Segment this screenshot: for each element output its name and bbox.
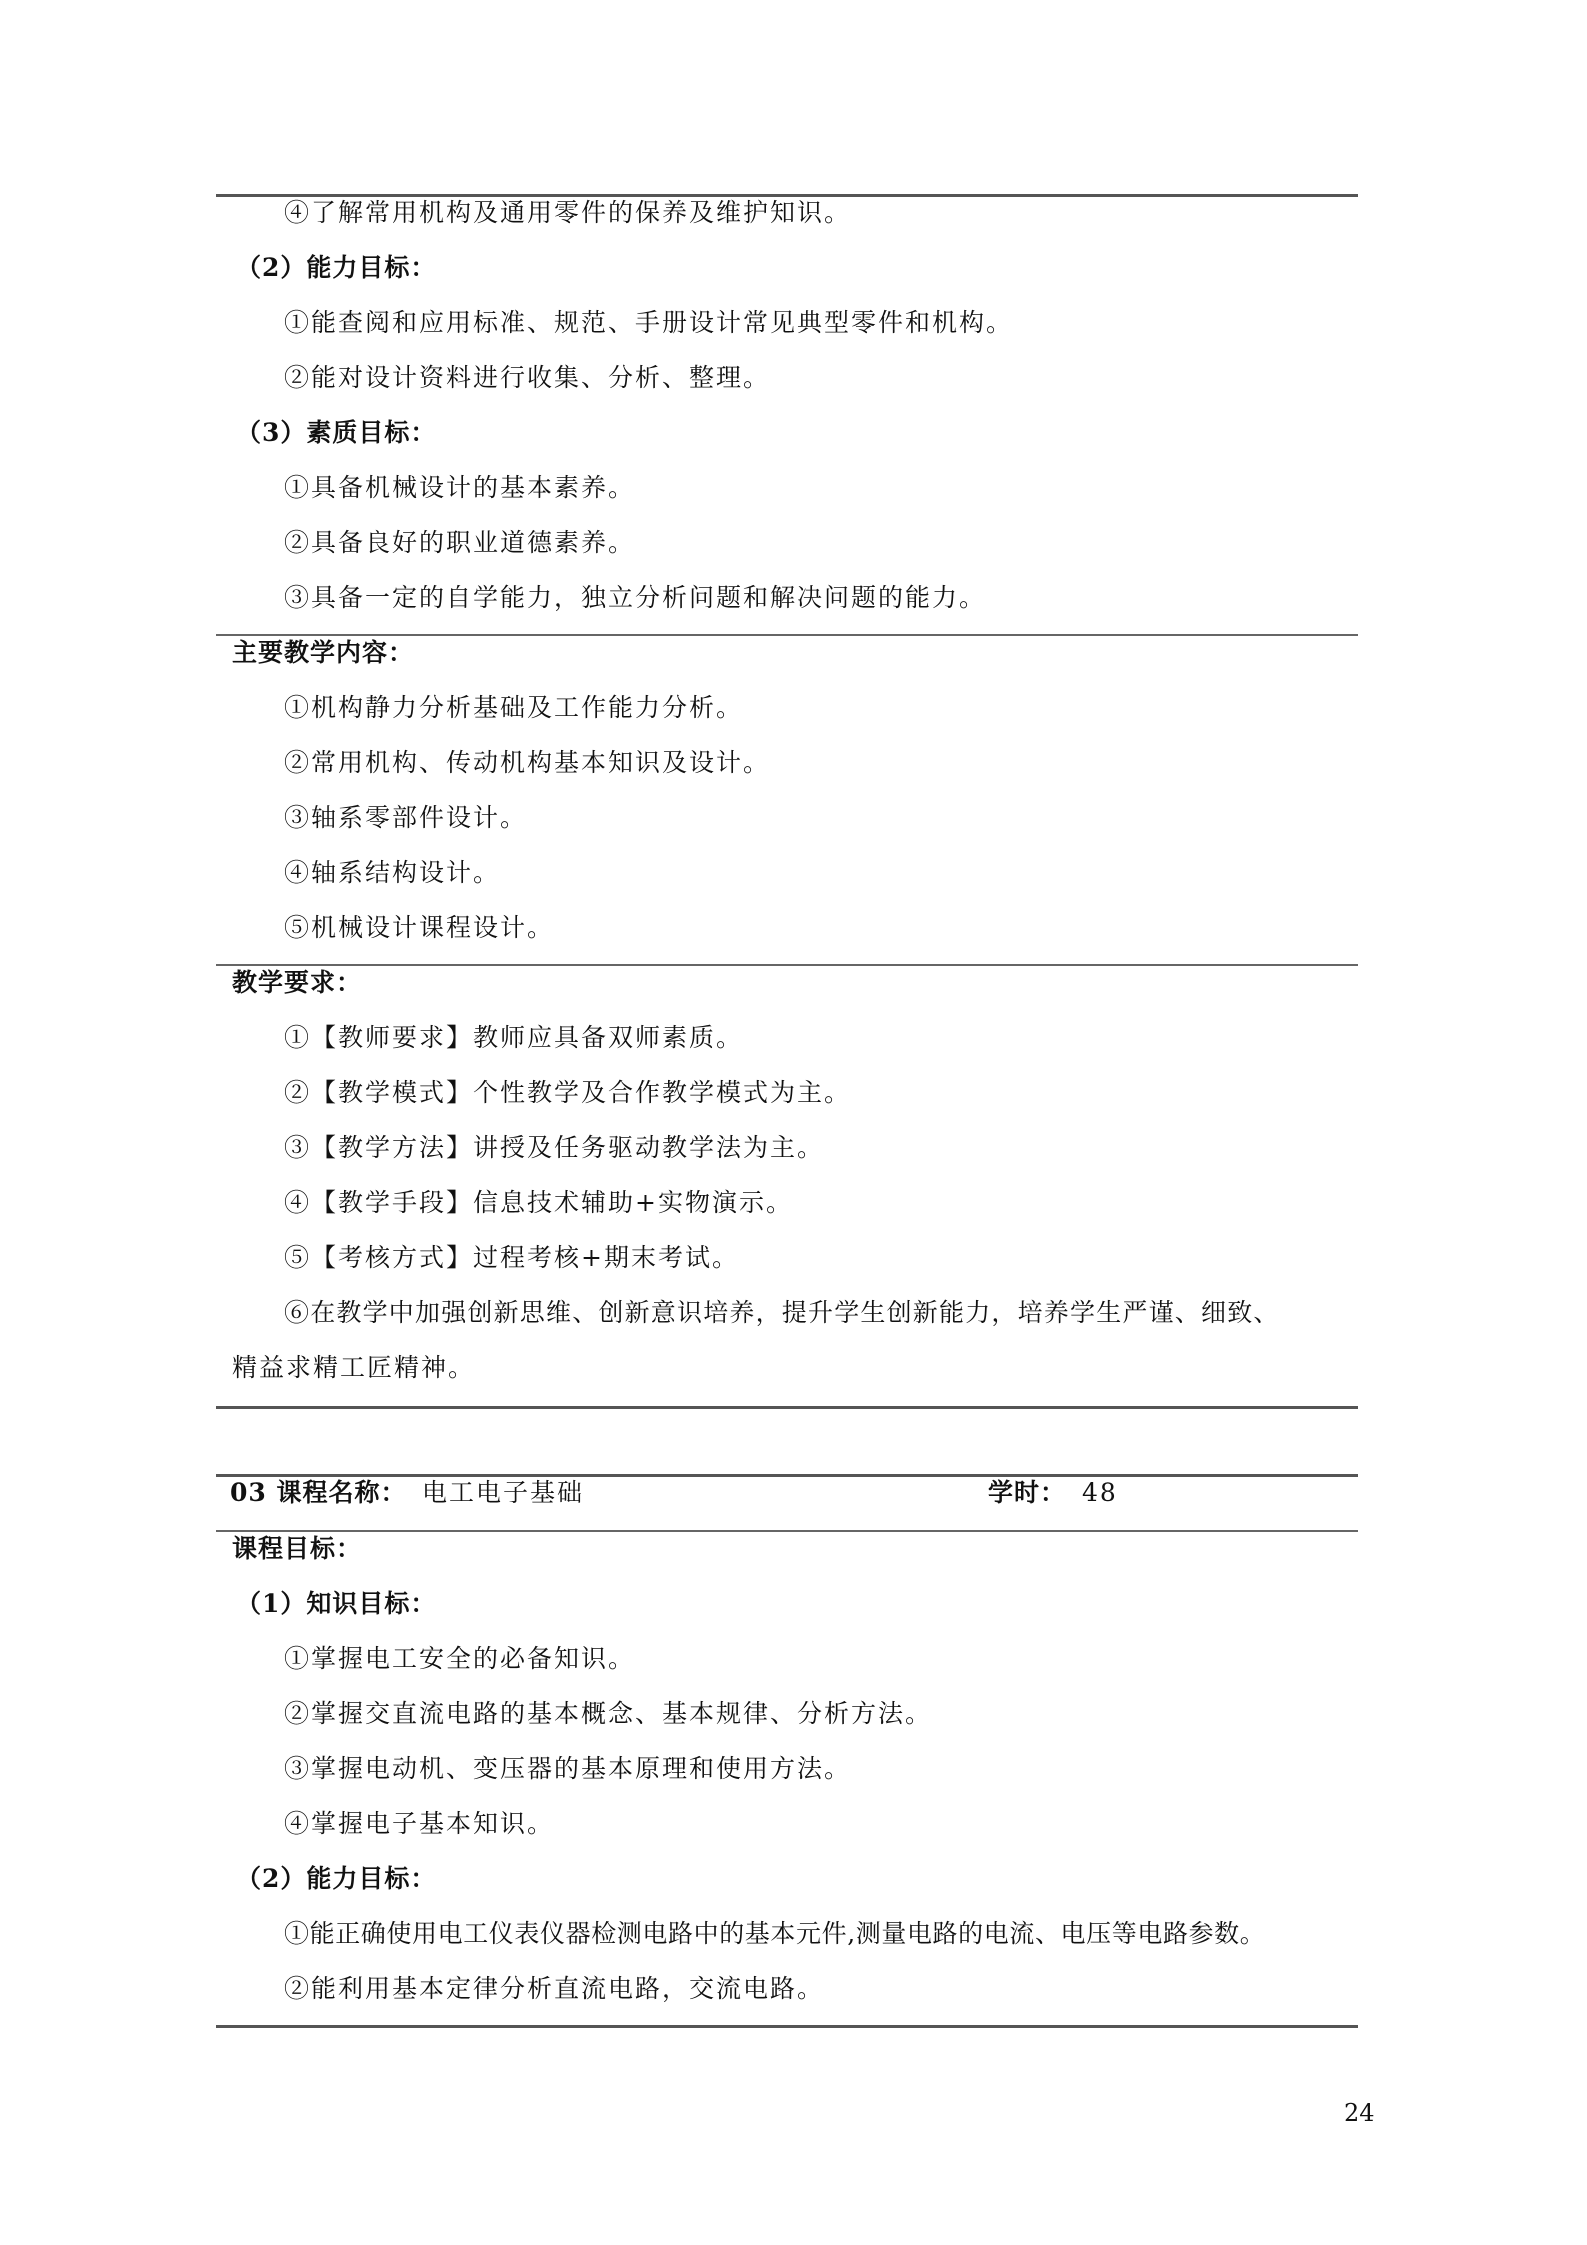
ability-item-2: ②能利用基本定律分析直流电路，交流电路。 bbox=[284, 1974, 825, 2003]
quality-item-2: ②具备良好的职业道德素养。 bbox=[284, 528, 636, 557]
top-rule bbox=[216, 194, 1358, 197]
divider bbox=[216, 634, 1358, 636]
ability-item-2: ②能对设计资料进行收集、分析、整理。 bbox=[284, 363, 771, 392]
divider bbox=[216, 1530, 1358, 1532]
course-name-label: 03 课程名称： bbox=[230, 1478, 407, 1507]
hours-value: 48 bbox=[1082, 1478, 1118, 1507]
bottom-rule bbox=[216, 2025, 1358, 2028]
quality-item-1: ①具备机械设计的基本素养。 bbox=[284, 473, 636, 502]
knowledge-item-2: ②掌握交直流电路的基本概念、基本规律、分析方法。 bbox=[284, 1699, 933, 1728]
divider bbox=[216, 964, 1358, 966]
ability-item-1: ①能查阅和应用标准、规范、手册设计常见典型零件和机构。 bbox=[284, 308, 1014, 337]
course-header-top-rule bbox=[216, 1474, 1358, 1477]
content-item-1: ①机构静力分析基础及工作能力分析。 bbox=[284, 693, 744, 722]
quality-heading: （3）素质目标： bbox=[236, 418, 437, 447]
content-item-3: ③轴系零部件设计。 bbox=[284, 803, 528, 832]
hours-label: 学时： bbox=[988, 1478, 1067, 1507]
ability-heading: （2）能力目标： bbox=[236, 1864, 437, 1893]
quality-item-3: ③具备一定的自学能力，独立分析问题和解决问题的能力。 bbox=[284, 583, 987, 612]
content-item-4: ④轴系结构设计。 bbox=[284, 858, 501, 887]
course-name: 电工电子基础 bbox=[422, 1478, 585, 1507]
goals-heading: 课程目标： bbox=[232, 1534, 363, 1563]
requirements-heading: 教学要求： bbox=[232, 968, 363, 997]
content-item-2: ②常用机构、传动机构基本知识及设计。 bbox=[284, 748, 771, 777]
section-end-rule bbox=[216, 1406, 1358, 1409]
ability-heading: （2）能力目标： bbox=[236, 253, 437, 282]
requirements-item-3: ③【教学方法】讲授及任务驱动教学法为主。 bbox=[284, 1133, 825, 1162]
knowledge-heading: （1）知识目标： bbox=[236, 1589, 437, 1618]
requirements-item-1: ①【教师要求】教师应具备双师素质。 bbox=[284, 1023, 744, 1052]
knowledge-item-1: ①掌握电工安全的必备知识。 bbox=[284, 1644, 636, 1673]
requirements-item-6-cont: 精益求精工匠精神。 bbox=[232, 1353, 476, 1382]
requirements-item-6: ⑥在教学中加强创新思维、创新意识培养，提升学生创新能力，培养学生严谨、细致、 bbox=[284, 1298, 1280, 1327]
page-number: 24 bbox=[1344, 2099, 1375, 2127]
content-heading: 主要教学内容： bbox=[232, 638, 415, 667]
requirements-item-5: ⑤【考核方式】过程考核+期末考试。 bbox=[284, 1243, 739, 1272]
knowledge-item-3: ③掌握电动机、变压器的基本原理和使用方法。 bbox=[284, 1754, 852, 1783]
content-item-5: ⑤机械设计课程设计。 bbox=[284, 913, 555, 942]
requirements-item-4: ④【教学手段】信息技术辅助+实物演示。 bbox=[284, 1188, 793, 1217]
ability-item-1: ①能正确使用电工仪表仪器检测电路中的基本元件,测量电路的电流、电压等电路参数。 bbox=[284, 1919, 1266, 1948]
requirements-item-2: ②【教学模式】个性教学及合作教学模式为主。 bbox=[284, 1078, 852, 1107]
knowledge-item-4: ④了解常用机构及通用零件的保养及维护知识。 bbox=[284, 198, 852, 227]
knowledge-item-4: ④掌握电子基本知识。 bbox=[284, 1809, 555, 1838]
